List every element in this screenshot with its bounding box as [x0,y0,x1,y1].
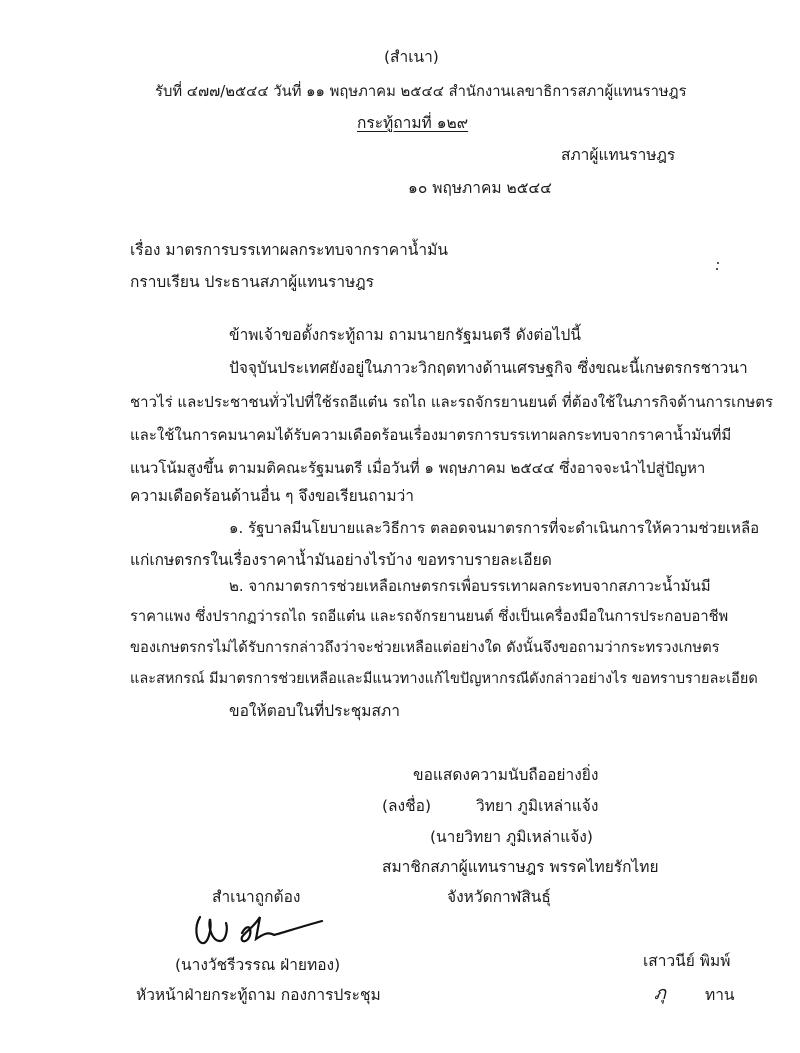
scan-speck [717,262,719,264]
institution-name: สภาผู้แทนราษฎร [561,146,676,164]
paragraph-1-line: แนวโน้มสูงขึ้น ตามมติคณะรัฐมนตรี เมื่อวันที่ ๑ พฤษภาคม ๒๕๔๔ ซึ่งอาจจะนำไปสู่ปัญหา [130,459,706,477]
question-1-line: แก่เกษตรกรในเรื่องราคาน้ำมันอย่างไรบ้าง ขอทราบรายละเอียด [130,551,552,569]
receipt-line: รับที่ ๔๗๗/๒๕๔๔ วันที่ ๑๑ พฤษภาคม ๒๕๔๔ สำนักงานเลขาธิการสภาผู้แทนราษฎร [155,83,687,100]
printed-name: (นายวิทยา ภูมิเหล่าแจ้ง) [430,828,593,846]
member-position: สมาชิกสภาผู้แทนราษฎร พรรคไทยรักไทย [382,858,659,876]
question-2-line: ๒. จากมาตรการช่วยเหลือเกษตรกรเพื่อบรรเทาผลกระทบจากสภาวะน้ำมันมี [229,577,711,595]
handwritten-signature [190,905,340,950]
paragraph-1-line: ชาวไร่ และประชาชนทั่วไปที่ใช้รถอีแต๋น รถไถ และรถจักรยานยนต์ ที่ต้องใช้ในภารกิจด้านการเกษตร [130,393,774,411]
checker-word: ทาน [705,986,735,1004]
subject-line: เรื่อง มาตรการบรรเทาผลกระทบจากราคาน้ำมัน [130,241,448,259]
certifier-title: หัวหน้าฝ่ายกระทู้ถาม กองการประชุม [136,986,381,1004]
regards-line: ขอแสดงความนับถืออย่างยิ่ง [413,766,599,784]
salutation-line: กราบเรียน ประธานสภาผู้แทนราษฎร [130,273,374,291]
question-2-line: และสหกรณ์ มีมาตรการช่วยเหลือและมีแนวทางแก้ไขปัญหากรณีดังกล่าวอย่างไร ขอทราบรายละเอียด [130,671,758,687]
sign-label: (ลงชื่อ) [382,797,431,815]
typist-note: เสาวนีย์ พิมพ์ [643,952,731,970]
signed-name: วิทยา ภูมิเหล่าแจ้ง [476,797,599,815]
closing-request: ขอให้ตอบในที่ประชุมสภา [229,702,400,720]
scan-speck [716,268,718,270]
question-2-line: ราคาแพง ซึ่งปรากฏว่ารถไถ รถอีแต๋น และรถจักรยานยนต์ ซึ่งเป็นเครื่องมือในการประกอบอาชีพ [130,608,729,625]
checker-initial: ภุ [654,983,666,1004]
intro-paragraph: ข้าพเจ้าขอตั้งกระทู้ถาม ถามนายกรัฐมนตรี ดังต่อไปนี้ [229,326,581,344]
copy-mark: (สำเนา) [384,48,439,66]
question-number: กระทู้ถามที่ ๑๒๙ [357,114,469,132]
document-date: ๑๐ พฤษภาคม ๒๕๔๔ [408,179,552,197]
question-2-line: ของเกษตรกรไม่ได้รับการกล่าวถึงว่าจะช่วยเหลือแต่อย่างใด ดังนั้นจึงขอถามว่ากระทรวงเกษตร [130,639,720,656]
paragraph-1-line: และใช้ในการคมนาคมได้รับความเดือดร้อนเรื่องมาตรการบรรเทาผลกระทบจากราคาน้ำมันที่มี [130,426,732,444]
true-copy-label: สำเนาถูกต้อง [212,888,301,906]
paragraph-1-line: ปัจจุบันประเทศยังอยู่ในภาวะวิกฤตทางด้านเศรษฐกิจ ซึ่งขณะนี้เกษตรกรชาวนา [229,359,748,377]
certifier-name: (นางวัชรีวรรณ ฝ่ายทอง) [175,956,341,974]
question-1-line: ๑. รัฐบาลมีนโยบายและวิธีการ ตลอดจนมาตรการที่จะดำเนินการให้ความช่วยเหลือ [229,519,760,537]
paragraph-1-line: ความเดือดร้อนด้านอื่น ๆ จึงขอเรียนถามว่า [130,487,414,505]
province-line: จังหวัดกาฬสินธุ์ [447,888,551,906]
